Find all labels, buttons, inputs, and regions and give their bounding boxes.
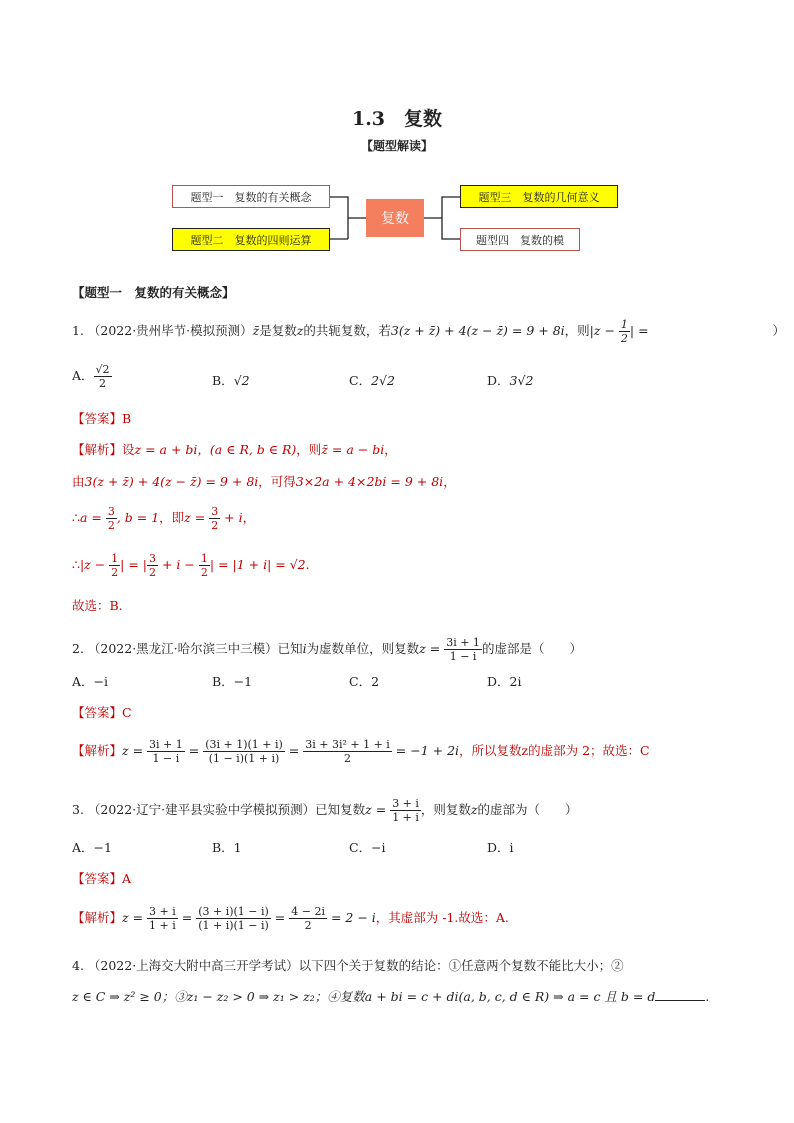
- question-3-stem: 3. （2022·辽宁·建平县实验中学模拟预测）已知复数z = $\frac{3 + i}{1 + i}$ ，则复数z的虚部为（ ）: [72, 797, 578, 824]
- q3-analysis: 【解析】z = $\frac{3 + i}{1 + i}$ = $\frac{(3 + i)(1 - i)}{(1 + i)(1 - i)}$ = $\frac{4 - 2i}{2}$ = 2 − i，其虚部为 -1.故选：A.: [72, 905, 509, 932]
- q1-source: 1. （2022·贵州毕节·模拟预测）: [72, 323, 253, 338]
- q1-option-b: B．√2: [212, 373, 250, 388]
- page-subtitle: 【题型解读】: [360, 139, 433, 153]
- q3-option-c: C．−i: [349, 840, 386, 855]
- q1-answer: 【答案】B: [72, 411, 132, 426]
- q3-answer: 【答案】A: [72, 871, 132, 886]
- q3-option-d: D．i: [487, 840, 514, 855]
- q2-option-a: A．−i: [72, 674, 108, 689]
- q1-analysis-1: 【解析】设z = a + bi，(a ∈ R, b ∈ R)，则z̄ = a − bi，: [72, 442, 397, 457]
- topic-3-box: 题型三 复数的几何意义: [460, 185, 618, 208]
- answer-blank: [655, 1000, 705, 1001]
- q2-analysis: 【解析】z = $\frac{3i + 1}{1 - i}$ = $\frac{(3i + 1)(1 + i)}{(1 - i)(1 + i)}$ = $\frac{\text{3i + 3i² + 1 + i}}{2}$ = −1 + 2i，所以复数z的虚部为 2；故选：C: [72, 738, 650, 765]
- q1-option-a: A． $\frac{√2}{2}$: [72, 363, 110, 390]
- q1-conclusion: 故选：B.: [72, 598, 123, 613]
- center-node: 复数: [366, 199, 424, 237]
- q1-analysis-3: ∴a = $\frac{3}{2}$ , b = 1，即z = $\frac{3}{2}$ + i，: [72, 505, 256, 532]
- q1-analysis-4: ∴|z − $\frac{1}{2}$ | = | $\frac{3}{2}$ + i − $\frac{1}{2}$ | = |1 + i| = √2.: [72, 552, 310, 579]
- question-1-stem: 1. （2022·贵州毕节·模拟预测）z̄是复数z的共轭复数，若3(z + z̄) + 4(z − z̄) = 9 + 8i，则|z − $\frac{1}{2}$ | = ）: [72, 318, 786, 345]
- q3-option-b: B．1: [212, 840, 242, 855]
- topic-2-box: 题型二 复数的四则运算: [172, 228, 330, 251]
- q1-option-d: D．3√2: [487, 373, 534, 388]
- q3-option-a: A．−1: [72, 840, 112, 855]
- q1-analysis-2: 由3(z + z̄) + 4(z − z̄) = 9 + 8i，可得3×2a + 4×2bi = 9 + 8i，: [72, 474, 456, 489]
- q2-option-b: B．−1: [212, 674, 253, 689]
- q2-option-c: C．2: [349, 674, 380, 689]
- q1-option-c: C．2√2: [349, 373, 395, 388]
- q2-option-d: D．2i: [487, 674, 522, 689]
- question-4-line-2: z ∈ C ⇒ z² ≥ 0；③z₁ − z₂ > 0 ⇒ z₁ > z₂；④复数a + bi = c + di(a, b, c, d ∈ R) ⇒ a = c 且 b = d .: [72, 989, 710, 1004]
- question-4-line-1: 4. （2022·上海交大附中高三开学考试）以下四个关于复数的结论：①任意两个复数不能比大小；②: [72, 958, 624, 973]
- page-title: 1.3 复数: [351, 108, 443, 130]
- question-2-stem: 2. （2022·黑龙江·哈尔滨三中三模）已知i为虚数单位，则复数z = $\frac{3i + 1}{1 - i}$ 的虚部是（ ）: [72, 636, 582, 663]
- topic-1-box: 题型一 复数的有关概念: [172, 185, 330, 208]
- q2-answer: 【答案】C: [72, 705, 132, 720]
- section-heading: 【题型一 复数的有关概念】: [72, 285, 235, 300]
- topic-4-box: 题型四 复数的模: [460, 228, 580, 251]
